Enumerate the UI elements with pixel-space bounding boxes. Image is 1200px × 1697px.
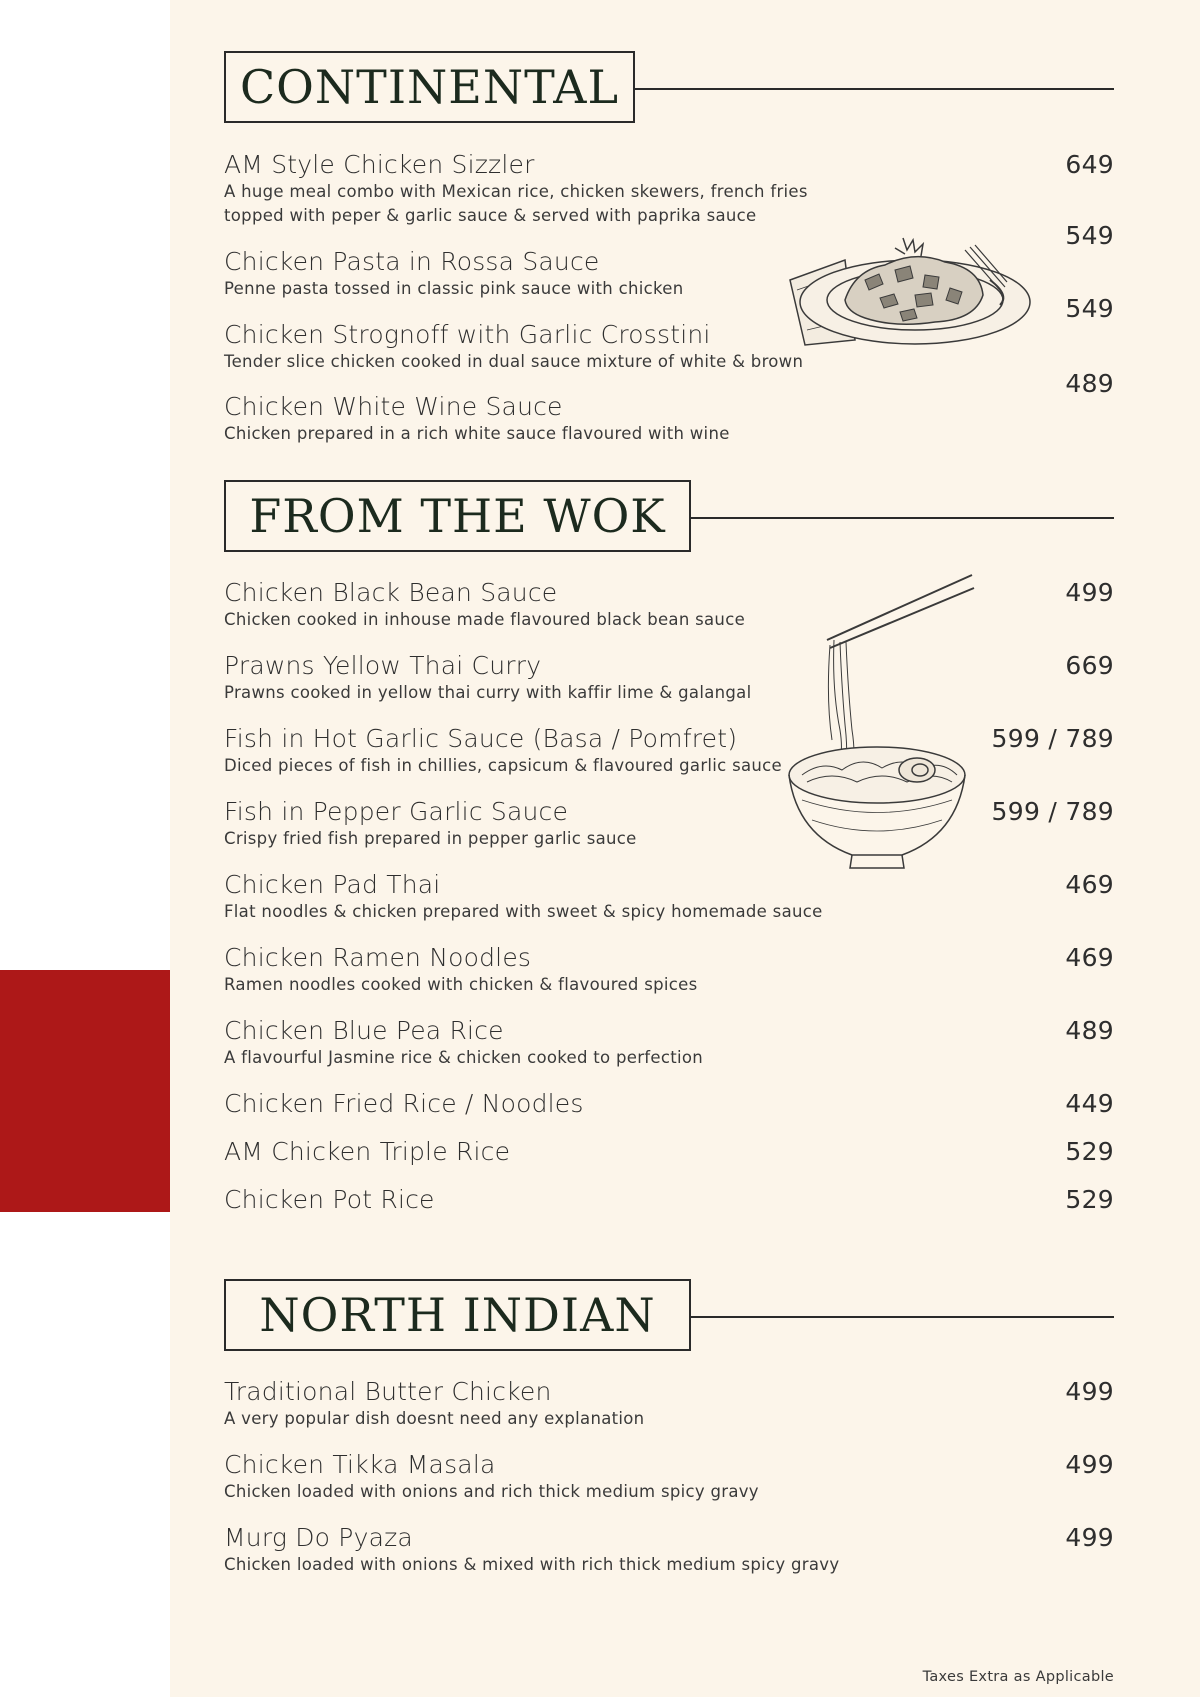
item-name: Chicken Strognoff with Garlic Crosstini [224,320,711,349]
item-name: Chicken Ramen Noodles [224,943,532,972]
item-price: 469 [1065,870,1114,899]
item-description: Chicken prepared in a rich white sauce flavoured with wine [224,424,730,443]
item-name: Murg Do Pyaza [224,1523,413,1552]
item-name: Traditional Butter Chicken [224,1377,552,1406]
item-price: 669 [1065,651,1114,680]
item-description: Chicken loaded with onions & mixed with rich thick medium spicy gravy [224,1555,840,1574]
section-header-north-indian [224,1279,1114,1355]
section-header-from-the-wok [224,480,1114,556]
item-price: 649 [1065,150,1114,179]
item-name: Chicken Black Bean Sauce [224,578,558,607]
item-price: 449 [1065,1089,1114,1118]
item-name: AM Style Chicken Sizzler [224,150,535,179]
item-name: Chicken Pad Thai [224,870,441,899]
section-title: FROM THE WOK [224,480,691,552]
item-name: Chicken Tikka Masala [224,1450,496,1479]
red-accent-block [0,970,170,1212]
item-name: Chicken Blue Pea Rice [224,1016,504,1045]
item-name: Chicken Fried Rice / Noodles [224,1089,584,1118]
item-price: 499 [1065,1450,1114,1479]
section-header-continental [224,51,1114,127]
item-name: AM Chicken Triple Rice [224,1137,511,1166]
item-price: 499 [1065,1377,1114,1406]
item-name: Fish in Pepper Garlic Sauce [224,797,569,826]
item-description [224,180,808,228]
item-name: Chicken White Wine Sauce [224,392,563,421]
item-price: 489 [1065,1016,1114,1045]
header-rule [690,1316,1114,1318]
item-description: Crispy fried fish prepared in pepper garlic sauce [224,829,637,848]
item-description: A flavourful Jasmine rice & chicken cooked to perfection [224,1048,704,1067]
header-rule [634,88,1114,90]
item-name: Chicken Pasta in Rossa Sauce [224,247,600,276]
item-description: Chicken loaded with onions and rich thick medium spicy gravy [224,1482,759,1501]
item-description: Ramen noodles cooked with chicken & flavoured spices [224,975,698,994]
item-price: 529 [1065,1185,1114,1214]
item-description: Prawns cooked in yellow thai curry with kaffir lime & galangal [224,683,752,702]
item-name: Prawns Yellow Thai Curry [224,651,542,680]
item-price: 549 [1065,294,1114,323]
item-price: 529 [1065,1137,1114,1166]
item-price: 499 [1065,1523,1114,1552]
item-price: 469 [1065,943,1114,972]
item-description: Diced pieces of fish in chillies, capsicum & flavoured garlic sauce [224,756,782,775]
item-description: Tender slice chicken cooked in dual sauce mixture of white & brown [224,352,804,371]
taxes-note: Taxes Extra as Applicable [922,1669,1114,1685]
item-description: Flat noodles & chicken prepared with sweet & spicy homemade sauce [224,902,823,921]
noodle-bowl-icon [782,570,982,880]
item-description-line: topped with peper & garlic sauce & served with paprika sauce [224,206,757,225]
section-title: NORTH INDIAN [224,1279,691,1351]
item-description: A very popular dish doesnt need any explanation [224,1409,645,1428]
item-price: 599 / 789 [991,724,1114,753]
item-price: 499 [1065,578,1114,607]
item-name: Fish in Hot Garlic Sauce (Basa / Pomfret) [224,724,738,753]
item-price: 549 [1065,221,1114,250]
item-name: Chicken Pot Rice [224,1185,435,1214]
item-description: Penne pasta tossed in classic pink sauce with chicken [224,279,684,298]
item-description: Chicken cooked in inhouse made flavoured black bean sauce [224,610,746,629]
header-rule [690,517,1114,519]
section-title: CONTINENTAL [224,51,635,123]
pasta-plate-icon [785,220,1045,370]
item-price: 599 / 789 [991,797,1114,826]
item-description-line: A huge meal combo with Mexican rice, chicken skewers, french fries [224,182,808,201]
item-price: 489 [1065,369,1114,398]
